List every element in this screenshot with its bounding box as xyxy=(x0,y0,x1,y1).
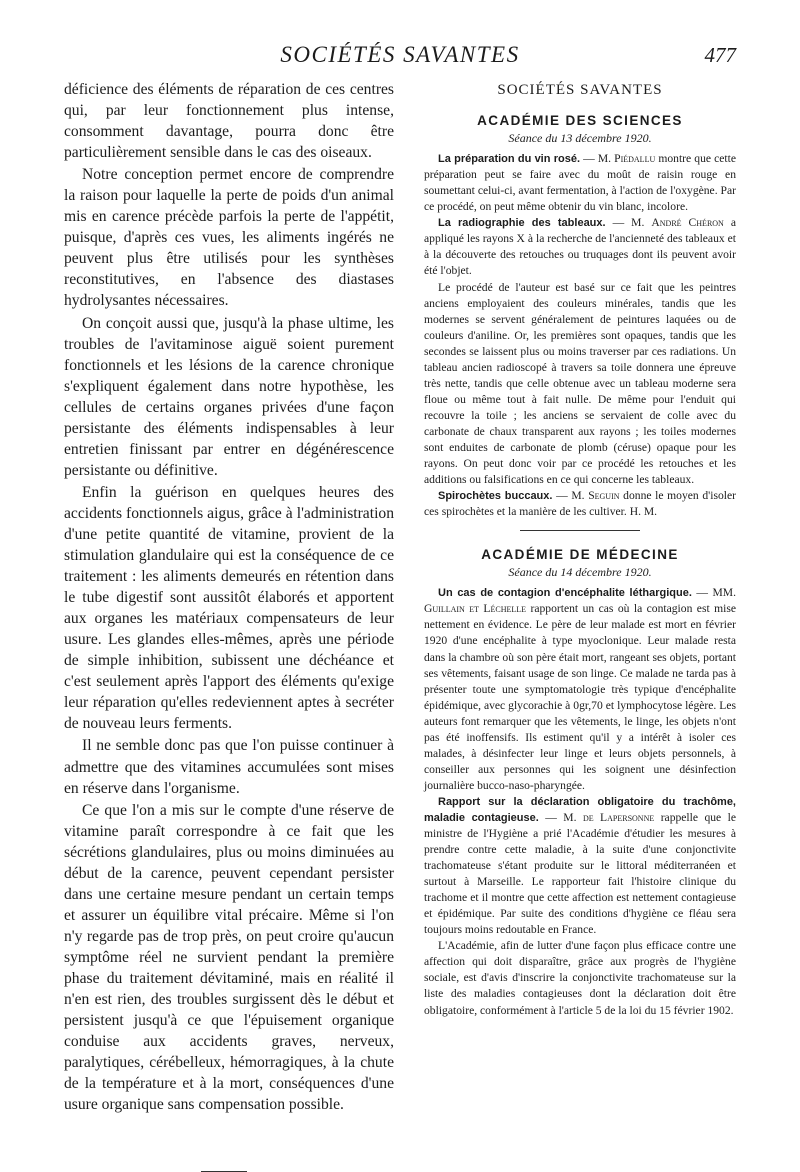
seance-date: Séance du 13 décembre 1920. xyxy=(508,131,652,146)
section-title: SOCIÉTÉS SAVANTES xyxy=(497,82,663,98)
report-item xyxy=(424,488,736,520)
section-divider xyxy=(520,530,640,531)
paragraph: Il ne semble donc pas que l'on puisse continuer à admettre que des vitamines accumulées sont mises en réserve dans l'organisme. xyxy=(64,737,394,797)
dash: — xyxy=(691,586,713,600)
author-name: de Lapersonne xyxy=(582,810,655,824)
page-number: 477 xyxy=(704,43,736,67)
paragraph: déficience des éléments de réparation de ces centres qui, par leur fonctionnement plus intense, consomment davantage, pourra donc être particulièrement sensible dans le cas des oiseaux. xyxy=(64,81,394,162)
dash: — M. xyxy=(605,216,652,230)
report-body: rappelle que le ministre de l'Hygiène a prié l'Académie d'étudier les mesures à prendre contre cette maladie, à la suite d'une conjonctivite trachomateuse s'étant produite sur le littoral méditerranéen et surtout à Marseille. Le rapporteur fait l'histoire clinique du trachome et il montre que cette affection est nettement contagieuse et épidémique. Par suite des conditions d'hygiène ce fléau sera toujours moins redoutable en France. xyxy=(424,810,737,937)
report-body: a appliqué les rayons X à la recherche de l'ancienneté des tableaux et à la découverte des retouches ou truquages dont ils peuvent avoir été l'objet. xyxy=(424,216,736,278)
author-names: MM. Guillain et Léchelle xyxy=(424,586,736,616)
right-column xyxy=(424,79,736,1019)
report-heading: Rapport sur la déclaration obligatoire du trachôme, maladie contagieuse. xyxy=(424,795,736,824)
final-paragraph: L'Académie, afin de lutter d'une façon plus efficace contre une affection qui doit disparaître, grâce aux progrès de l'hygiène sociale, est d'avis d'inscrire la conjonctivite trachomateuse sur la liste des maladies contagieuses dont la déclaration doit être obligatoire, conformément à l'article 5 de la loi du 15 février 1902. xyxy=(424,939,736,1017)
report-heading: Un cas de contagion d'encéphalite léthargique. xyxy=(438,587,692,600)
report-item xyxy=(424,794,736,938)
seance-date: Séance du 14 décembre 1920. xyxy=(508,565,652,580)
report-item xyxy=(424,585,736,794)
report-item xyxy=(424,215,736,279)
author-name: André Chéron xyxy=(651,216,724,230)
author-name: Seguin xyxy=(588,489,620,503)
academy-medecine-title: ACADÉMIE DE MÉDECINE xyxy=(481,547,679,563)
paragraph: Notre conception permet encore de comprendre la raison pour laquelle la perte de poids d'un animal mis en carence précède parfois la perte de l'appétit, puisque, d'après ces vues, les aliments ingérés ne peuvent plus être utilisés pour les synthèses reconstitutives, en l'absence des diastases hydrolysantes nécessaires. xyxy=(64,166,394,310)
running-title: SOCIÉTÉS SAVANTES xyxy=(280,42,520,67)
dash: — M. xyxy=(552,489,589,503)
report-continuation: Le procédé de l'auteur est basé sur ce fait que les peintres anciens employaient des couleurs minérales, tandis que les modernes se servent généralement de peintures laquées ou de couleurs d'aniline. Or, les premières sont opaques, tandis que les secondes se laissent plus ou moins traverser par ces radiations. Un tableau ancien radioscopé à travers sa toile donnera une épreuve très nette, tandis que celle obtenue avec un tableau moderne sera floue ou même tout à fait nulle. De même pour l'enduit qui recouvre la toile ; les anciens se servaient de colle avec du carbonate de chaux transparent aux rayons ; les toiles modernes sont enduites de carbonate de plomb (céruse) opaque pour les rayons. On peut donc voir par ce procédé les retouches et les additions ou falsifications en ce qui concerne les tableaux. xyxy=(424,280,736,487)
page-header xyxy=(0,42,800,76)
paragraph: On conçoit aussi que, jusqu'à la phase ultime, les troubles de l'avitaminose aiguë soient purement fonctionnels et les lésions de la carence chronique s'expliquent également dans notre hypothèse, les cellules de certains organes privées d'une façon persistante des éléments indispensables à leur entretien finissant par entrer en dégénérescence persistante ou définitive. xyxy=(64,314,394,479)
report-item xyxy=(424,151,736,215)
report-body: rapportent un cas où la contagion est mise nettement en évidence. Le père de leur malade est mort en février 1920 d'une encéphalite à type myoclonique. Leur malade resta dans la chambre où son père était mort, rangeant ses objets, portant ses vêtements, faisant usage de son linge. Ce malade ne tarda pas à présenter toute une symptomatologie très typique d'encéphalite épidémique, avec glycorachie à 0gr,70 et lymphocytose légère. Les auteurs font remarquer que les vêtements, le linge, les objets n'ont pas été inoffensifs. Ils estiment qu'il y a intérêt à isoler ces malades, à désinfecter leur linge et leurs objets personnels, à conseiller aux personnes qui les soignent une désinfection journalière bucco-naso-pharyngée. xyxy=(424,602,736,792)
paragraph: Ce que l'on a mis sur le compte d'une réserve de vitamine paraît correspondre à ce fait que les sécrétions glandulaires, plus ou moins diminuées au début de la carence, peuvent cependant persister dans une certaine mesure pendant un certain temps et assurer un équilibre vital précaire. Même si l'on n'y regarde pas de trop près, on peut croire qu'aucun symptôme réel ne survient pendant la première phase du traitement dévitaminé, mais en réalité il n'en est rien, des troubles surgissent dès le début et persistent jusqu'à ce que l'épuisement organique conduise aux accidents graves, nerveux, paralytiques, cérébelleux, hémorragiques, à la chute de la température et à la mort, conséquences d'une usure organique sans compensation possible. xyxy=(64,801,394,1114)
academy-sciences-title: ACADÉMIE DES SCIENCES xyxy=(477,113,683,129)
dash: — M. xyxy=(580,152,615,166)
author-name: Piédallu xyxy=(614,152,656,166)
paragraph: Enfin la guérison en quelques heures des accidents fonctionnels aigus, grâce à l'administration d'une petite quantité de vitamine, provient de la stimulation glandulaire qui est la conséquence de ce traitement : les aliments demeurés en rétention dans le tube digestif sont aussitôt élaborés et apportent aux organes les matériaux compensateurs de leur usure. Les glandes elles-mêmes, après une période de simple inhibition, subissent une déchéance et c'est seulement après l'apport des éléments qu'exige leur réparation qu'elles redeviennent aptes à secréter de nouveau leurs ferments. xyxy=(64,483,394,733)
left-column xyxy=(64,79,394,1172)
report-heading: La radiographie des tableaux. xyxy=(438,217,606,230)
report-body: donne le moyen d'isoler ces spirochètes et la manière de les cultiver. H. M. xyxy=(424,489,736,519)
report-heading: La préparation du vin rosé. xyxy=(438,153,581,166)
report-heading: Spirochètes buccaux. xyxy=(438,490,553,503)
report-body: montre que cette préparation peut se faire avec du moût de raisin rouge en soumettant celui-ci, avant fermentation, à l'action de l'oxygène. Par ce procédé, on peut même obtenir du vin blanc, incolore. xyxy=(424,152,736,214)
dash: — M. xyxy=(538,810,583,824)
